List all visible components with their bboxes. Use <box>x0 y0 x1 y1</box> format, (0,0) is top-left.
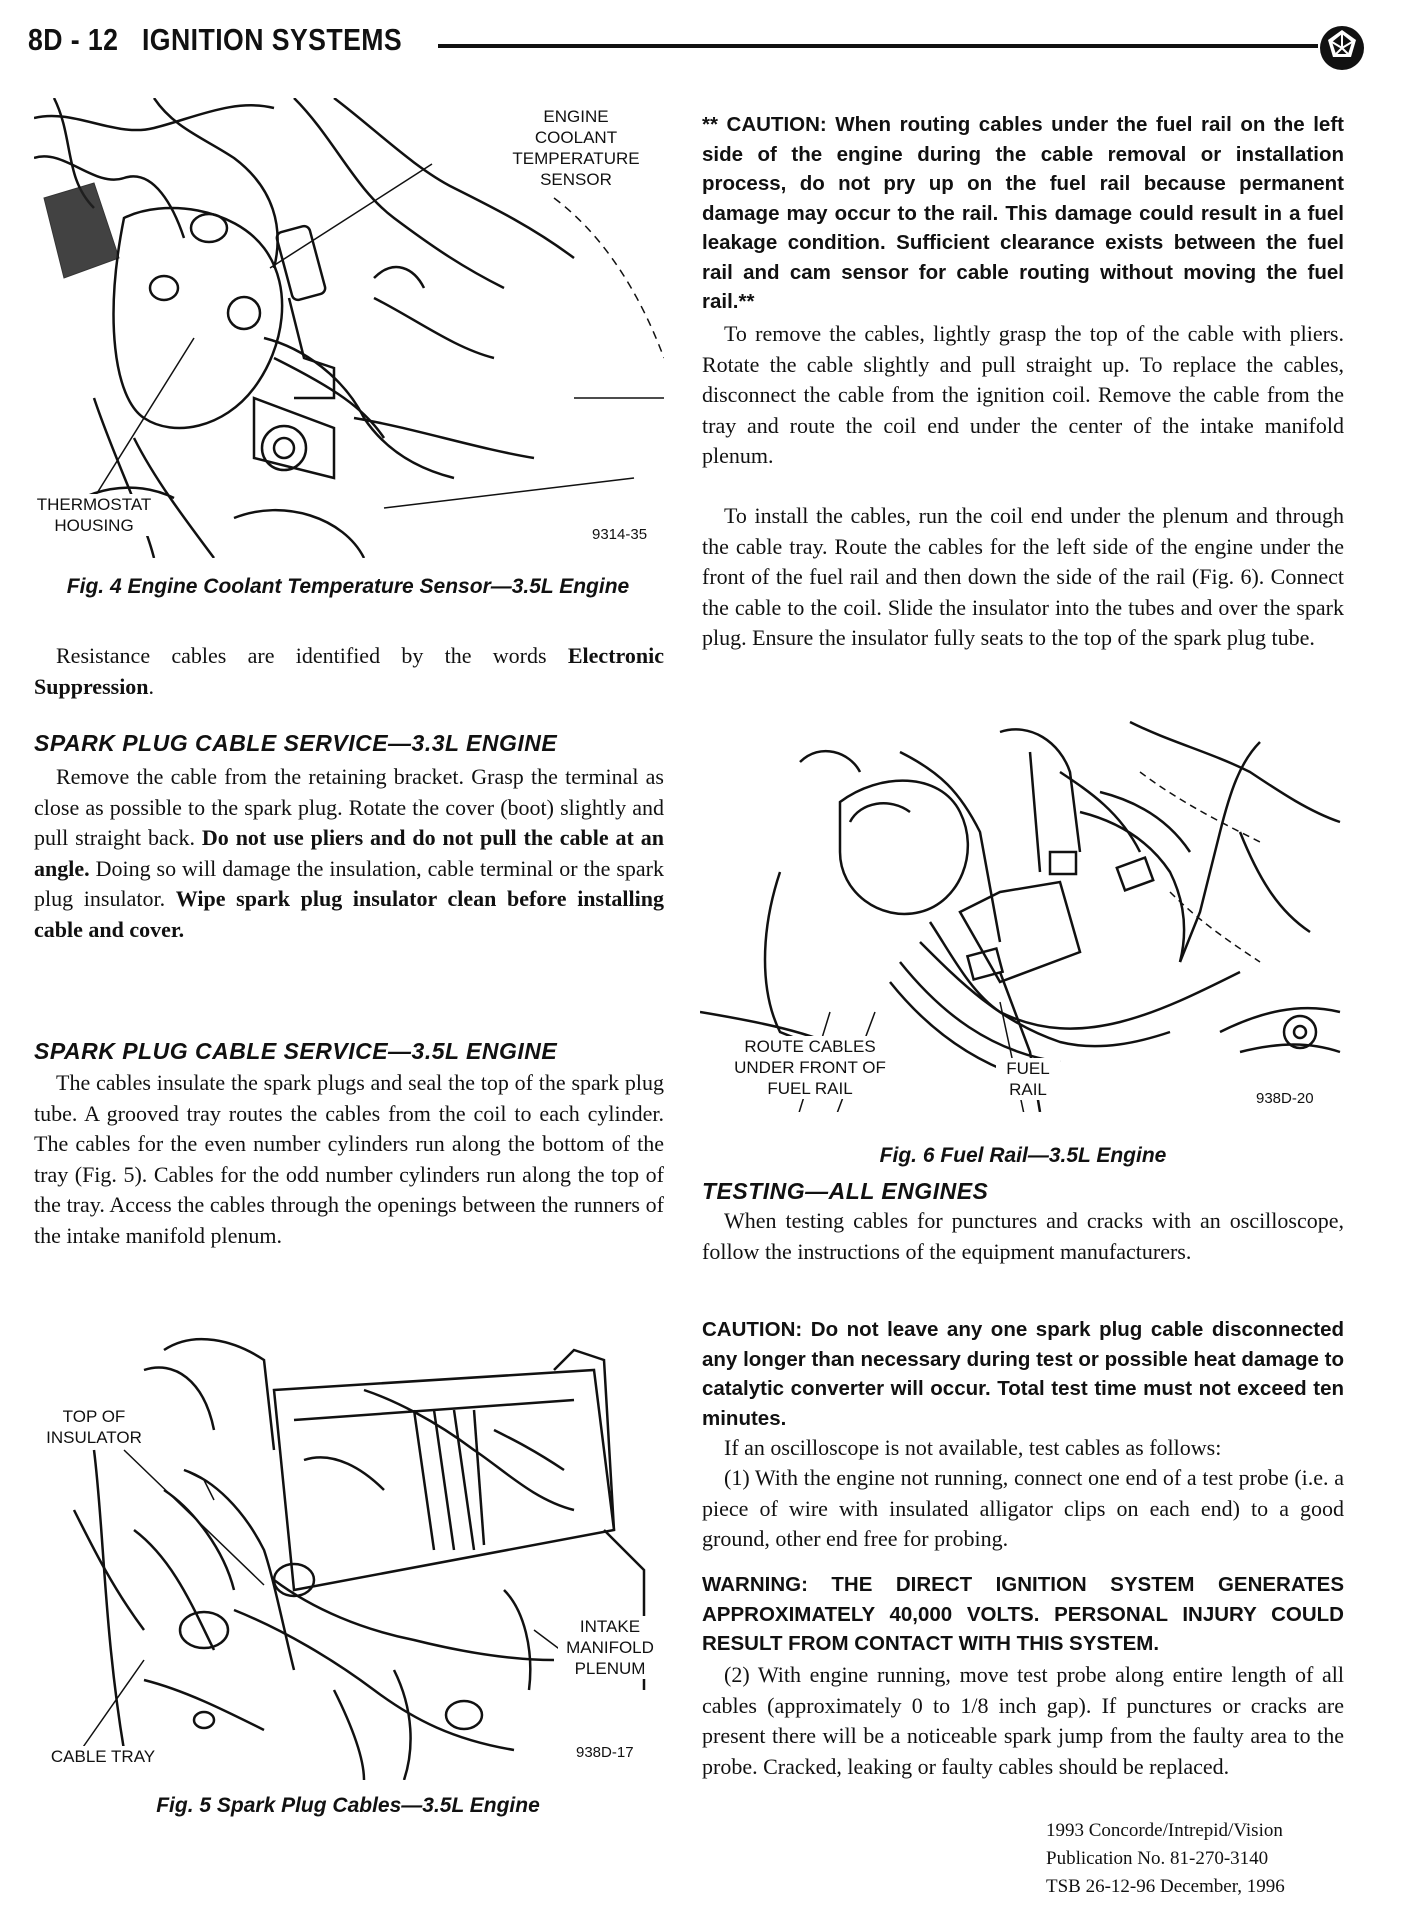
footer-line-models: 1993 Concorde/Intrepid/Vision <box>1046 1820 1283 1841</box>
para-no-oscilloscope: If an oscilloscope is not available, test cables as follows: <box>724 1435 1222 1460</box>
footer-line-tsb: TSB 26-12-96 December, 1996 <box>1046 1876 1285 1897</box>
fig6-caption: Fig. 6 Fuel Rail—3.5L Engine <box>879 1144 1167 1167</box>
heading-cable-service-35: SPARK PLUG CABLE SERVICE—3.5L ENGINE <box>34 1038 558 1064</box>
caution-fuel-rail: ** CAUTION: When routing cables under the fuel rail on the left side of the engine during the cable removal or installation process, do not pry up on the fuel rail because permanent damage may occur to the rail. This damage could result in a fuel leakage condition. Sufficient clearance exists between the fuel rail and cam sensor for cable routing without moving the fuel rail.** <box>702 113 1344 313</box>
spark-plug-cables-drawing <box>34 1330 664 1780</box>
para-step-2: (2) With engine running, move test probe along entire length of all cables (approximately 0 to 1/8 inch gap). If punctures or cracks are present there will be a noticeable spark jump from the faulty area to the probe. Cracked, leaking or faulty cables should be replaced. <box>702 1662 1344 1779</box>
fig4-label-sensor: ENGINE COOLANT TEMPERATURE SENSOR <box>504 106 648 190</box>
heading-testing: TESTING—ALL ENGINES <box>702 1178 989 1204</box>
para-step-1: (1) With the engine not running, connect one end of a test probe (i.e. a piece of wire with insulated alligator clips on each end) to a good ground, other end free for probing. <box>702 1465 1344 1551</box>
fig5-caption: Fig. 5 Spark Plug Cables—3.5L Engine <box>156 1794 540 1817</box>
fig5-label-cable-tray: CABLE TRAY <box>36 1746 170 1767</box>
header-rule <box>438 44 1318 48</box>
para-install-cables: To install the cables, run the coil end under the plenum and through the cable tray. Route the cables for the left side of the engine under the front of the fuel rail and then down the side of the rail (Fig. 6). Connect the cable to the coil. Slide the insulator into the tubes and over the spark plug. Ensure the insulator fully seats to the top of the spark plug tube. <box>702 503 1344 650</box>
heading-cable-service-33: SPARK PLUG CABLE SERVICE—3.3L ENGINE <box>34 730 558 756</box>
fig5-label-top-of-insulator: TOP OF INSULATOR <box>34 1406 154 1448</box>
section-title: IGNITION SYSTEMS <box>141 22 403 57</box>
page-number: 8D - 12 <box>28 22 119 57</box>
caution-test-time: CAUTION: Do not leave any one spark plug cable disconnected any longer than necessary during test or possible heat damage to catalytic converter will occur. Total test time must not exceed ten minutes. <box>702 1318 1344 1430</box>
fig6-label-route-cables: ROUTE CABLES UNDER FRONT OF FUEL RAIL <box>714 1036 906 1099</box>
para-cable-service-35: The cables insulate the spark plugs and seal the top of the spark plug tube. A grooved tray routes the cables from the coil to each cylinder. The cables for the even number cylinders run along the bottom of the tray (Fig. 5). Cables for the odd number cylinders run along the top of the tray. Access the cables through the openings between the runners of the intake manifold plenum. <box>34 1070 664 1248</box>
footer-publication-info <box>1046 1817 1285 1901</box>
footer-line-publication: Publication No. 81-270-3140 <box>1046 1848 1269 1869</box>
fig4-caption: Fig. 4 Engine Coolant Temperature Sensor—3.5L Engine <box>66 575 630 598</box>
fig6-illustration <box>700 712 1346 1112</box>
fig5-number: 938D-17 <box>576 1744 634 1761</box>
fig4-label-thermostat-housing: THERMOSTAT HOUSING <box>34 494 154 536</box>
para-testing: When testing cables for punctures and cracks with an oscilloscope, follow the instructions of the equipment manufacturers. <box>702 1208 1344 1264</box>
fig5-label-intake-manifold-plenum: INTAKE MANIFOLD PLENUM <box>558 1616 662 1679</box>
fig4-number: 9314-35 <box>592 526 648 543</box>
pentastar-logo-icon <box>1318 24 1366 72</box>
fig4-illustration <box>34 98 664 558</box>
para-remove-cables: To remove the cables, lightly grasp the top of the cable with pliers. Rotate the cable slightly and pull straight up. To replace the cables, disconnect the cable from the ignition coil. Remove the cable from the tray and route the coil end under the center of the intake manifold plenum. <box>702 321 1344 468</box>
fig5-illustration <box>34 1330 664 1780</box>
fig6-label-fuel-rail: FUEL RAIL <box>996 1058 1060 1100</box>
para-cable-service-33: Remove the cable from the retaining bracket. Grasp the terminal as close as possible to the spark plug. Rotate the cover (boot) slightly and pull straight back. Do not use pliers and do not pull the cable at an angle. Doing so will damage the insulation, cable terminal or the spark plug insulator. Wipe spark plug insulator clean before installing cable and cover. <box>34 764 665 942</box>
warning-40000-volts: WARNING: THE DIRECT IGNITION SYSTEM GENERATES APPROXIMATELY 40,000 VOLTS. PERSONAL INJURY COULD RESULT FROM CONTACT WITH THIS SYSTEM. <box>702 1573 1344 1655</box>
para-resistance-cables: Resistance cables are identified by the words Electronic Suppression. <box>34 643 664 699</box>
page-number-and-title <box>28 22 402 58</box>
fig6-number: 938D-20 <box>1256 1090 1314 1107</box>
page-header <box>28 22 1348 78</box>
